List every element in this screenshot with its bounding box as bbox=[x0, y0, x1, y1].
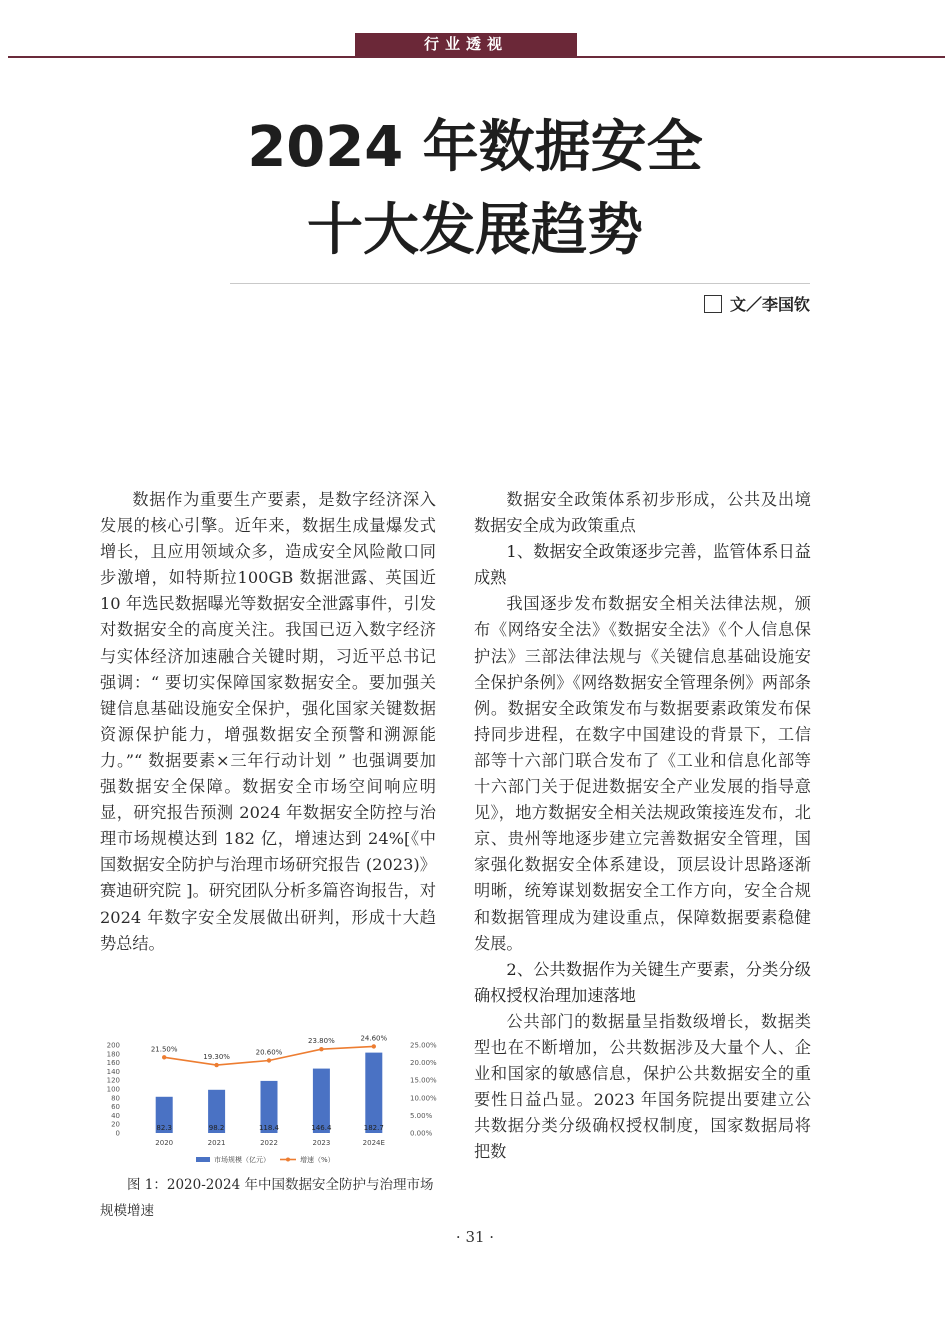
left-axis bbox=[107, 1042, 120, 1138]
line-value-label: 19.30% bbox=[203, 1053, 230, 1062]
line-point bbox=[372, 1044, 376, 1048]
right-tick-label: 0.00% bbox=[410, 1129, 433, 1138]
left-tick-label: 140 bbox=[106, 1067, 120, 1076]
article-title-line2: 十大发展趋势 bbox=[307, 198, 643, 263]
line-point bbox=[267, 1058, 271, 1062]
x-tick-label: 2021 bbox=[207, 1139, 226, 1147]
bar-value-label: 82.3 bbox=[156, 1124, 172, 1132]
header-rule bbox=[8, 56, 945, 58]
bar-value-label: 98.2 bbox=[208, 1124, 225, 1132]
left-tick-label: 40 bbox=[111, 1111, 120, 1120]
right-tick-label: 10.00% bbox=[410, 1094, 437, 1103]
right-axis bbox=[410, 1042, 437, 1138]
left-tick-label: 80 bbox=[111, 1094, 120, 1103]
x-tick-label: 2023 bbox=[312, 1139, 331, 1147]
left-tick-label: 60 bbox=[111, 1103, 120, 1112]
page-number: · 31 · bbox=[455, 1228, 495, 1246]
legend-bar-swatch bbox=[196, 1157, 210, 1162]
byline-rule bbox=[230, 283, 810, 284]
right-tick-label: 5.00% bbox=[410, 1111, 433, 1120]
chart-legend bbox=[196, 1155, 335, 1164]
left-column bbox=[100, 487, 436, 957]
line-value-label: 23.80% bbox=[308, 1037, 335, 1046]
right-tick-label: 20.00% bbox=[410, 1059, 437, 1068]
market-chart bbox=[100, 1023, 440, 1173]
legend-bar-label: 市场规模（亿元） bbox=[214, 1156, 270, 1164]
line-point bbox=[162, 1055, 166, 1059]
bar-series bbox=[156, 1053, 384, 1133]
intro-paragraph: 数据安全政策体系初步形成，公共及出境数据安全成为政策重点 bbox=[474, 490, 811, 536]
left-tick-label: 0 bbox=[115, 1129, 120, 1138]
x-tick-label: 2022 bbox=[260, 1139, 278, 1147]
article-title-line1: 2024 年数据安全 bbox=[247, 115, 703, 180]
left-tick-label: 100 bbox=[106, 1085, 120, 1094]
left-tick-label: 20 bbox=[111, 1120, 120, 1129]
right-tick-label: 25.00% bbox=[410, 1041, 437, 1050]
body-paragraph-2: 公共部门的数据量呈指数级增长，数据类型也在不断增加，公共数据涉及大量个人、企业和国家的敏感信息，保护公共数据安全的重要性日益凸显。2023 年国务院提出要建立公共数据分类分级确权授权制度，国家数据局将把数 bbox=[474, 1011, 811, 1162]
bar-value-label: 182.7 bbox=[363, 1124, 384, 1132]
line-value-label: 21.50% bbox=[150, 1045, 178, 1054]
line-series bbox=[151, 1034, 388, 1067]
subheading-2: 2、公共数据作为关键生产要素，分类分级确权授权治理加速落地 bbox=[474, 959, 811, 1005]
byline bbox=[704, 292, 810, 315]
line-point bbox=[319, 1047, 323, 1051]
right-column bbox=[474, 487, 811, 1165]
byline-text: 文／李国钦 bbox=[729, 295, 810, 314]
bar bbox=[365, 1053, 382, 1133]
square-icon bbox=[704, 295, 722, 313]
left-tick-label: 180 bbox=[106, 1050, 120, 1059]
left-tick-label: 200 bbox=[106, 1041, 120, 1050]
x-tick-label: 2024E bbox=[362, 1139, 385, 1147]
line-value-label: 20.60% bbox=[255, 1048, 283, 1057]
chart-caption: 图 1：2020-2024 年中国数据安全防护与治理市场规模增速 bbox=[100, 1177, 434, 1219]
bar-value-label: 146.4 bbox=[311, 1124, 332, 1132]
legend-line-label: 增速（%） bbox=[300, 1156, 335, 1164]
x-axis bbox=[155, 1139, 385, 1147]
section-tag: 行业透视 bbox=[355, 33, 577, 56]
bar-value-label: 118.4 bbox=[258, 1124, 280, 1132]
body-paragraph-1: 我国逐步发布数据安全相关法律法规，颁布《网络安全法》《数据安全法》《个人信息保护法》三部法律法规与《关键信息基础设施安全保护条例》《网络数据安全管理条例》两部条例。数据安全政策发布与数据要素政策发布保持同步进程，在数字中国建设的背景下，工信部等十六部门联合发布了《工业和信息化部等十六部门关于促进数据安全产业发展的指导意见》，地方数据安全相关法规政策接连发布，北京、贵州等地逐步建立完善数据安全管理，国家强化数据安全体系建设，顶层设计思路逐渐明晰，统筹谋划数据安全工作方向，安全合规和数据管理成为建设重点，保障数据要素稳健发展。 bbox=[474, 594, 811, 953]
line-point bbox=[214, 1063, 218, 1067]
line-value-label: 24.60% bbox=[360, 1034, 388, 1043]
left-tick-label: 120 bbox=[106, 1076, 120, 1085]
x-tick-label: 2020 bbox=[155, 1139, 174, 1147]
subheading-1: 1、数据安全政策逐步完善，监管体系日益成熟 bbox=[474, 542, 811, 588]
body-paragraph: 数据作为重要生产要素，是数字经济深入发展的核心引擎。近年来，数据生成量爆发式增长，且应用领域众多，造成安全风险敞口同步激增，如特斯拉100GB 数据泄露、英国近 10 年选民数据曝光等数据安全泄露事件，引发对数据安全的高度关注。我国已迈入数字经济与实体经济加速融合关键时期，习近平总书记强调：“ 要切实保障国家数据安全。要加强关键信息基础设施安全保护，强化国家关键数据资源保护能力，增强数据安全预警和溯源能力。”“ 数据要素×三年行动计划 ” 也强调要加强数据安全保障。数据安全市场空间响应明显，研究报告预测 2024 年数据安全防控与治理市场规模达到 182 亿，增速达到 24%[《中国数据安全防护与治理市场研究报告 (2023)》赛迪研究院 ]。研究团队分析多篇咨询报告，对 2024 年数字安全发展做出研判，形成十大趋势总结。 bbox=[100, 490, 436, 953]
legend-line-marker bbox=[286, 1158, 290, 1162]
left-tick-label: 160 bbox=[106, 1059, 120, 1068]
right-tick-label: 15.00% bbox=[410, 1076, 437, 1085]
